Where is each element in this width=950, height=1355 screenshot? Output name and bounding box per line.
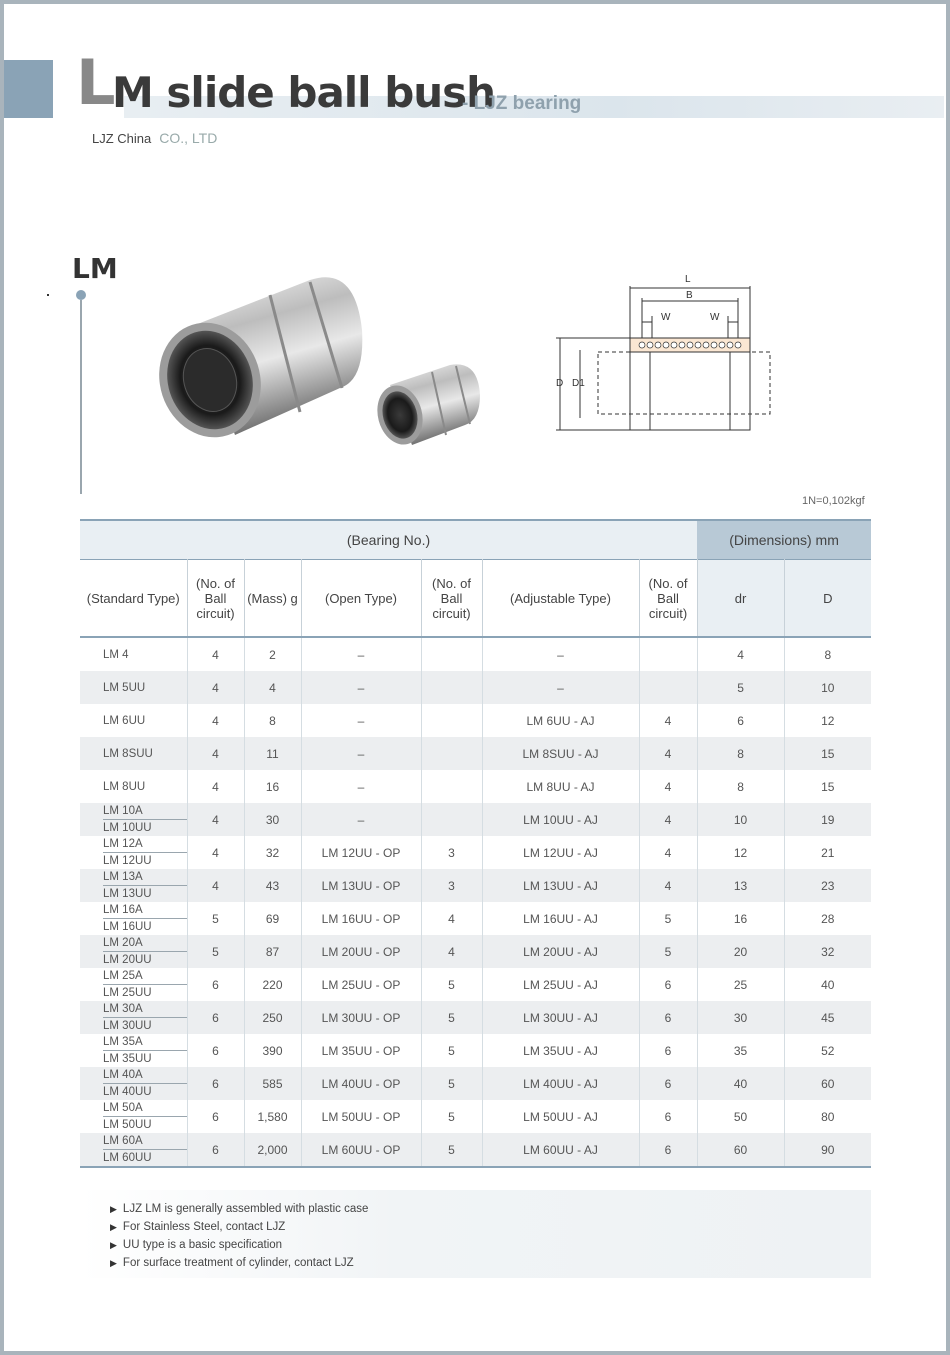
adj-ball-circuit-cell: 4 <box>639 737 697 770</box>
adjustable-type-cell: LM 30UU - AJ <box>482 1001 639 1034</box>
open-type-cell: – <box>301 704 421 737</box>
standard-type-cell <box>80 803 187 836</box>
note-item <box>110 1218 368 1236</box>
bullet-arrow-icon: ▶ <box>110 1240 117 1250</box>
adj-ball-circuit-cell: 6 <box>639 1034 697 1067</box>
label-D: D <box>556 378 564 389</box>
standard-type-label: LM 12UU <box>103 855 152 867</box>
adjustable-type-cell: LM 6UU - AJ <box>482 704 639 737</box>
standard-type-label: LM 4 <box>103 648 129 661</box>
D-cell: 15 <box>821 779 835 794</box>
adj-ball-circuit-cell: 6 <box>639 1067 697 1100</box>
open-ball-circuit-cell: 3 <box>421 836 482 869</box>
mass-cell: 390 <box>244 1034 301 1067</box>
mass-cell: 8 <box>244 704 301 737</box>
col-ball-circuit: (No. of Ball circuit) <box>187 560 244 638</box>
open-ball-circuit-cell: 3 <box>421 869 482 902</box>
standard-type-cell <box>80 968 187 1001</box>
product-photo <box>150 270 490 460</box>
open-type-cell: LM 25UU - OP <box>301 968 421 1001</box>
label-W-right: W <box>710 312 720 323</box>
open-type-cell: – <box>301 671 421 704</box>
D-cell: 8 <box>824 647 832 662</box>
standard-type-label: LM 40A <box>103 1067 187 1084</box>
dr-cell: 6 <box>697 704 784 737</box>
standard-type-cell <box>80 637 187 671</box>
adj-ball-circuit-cell: 6 <box>639 1133 697 1167</box>
col-dr: dr <box>697 560 784 638</box>
ball-circuit-cell: 5 <box>187 902 244 935</box>
standard-type-label: LM 30A <box>103 1001 187 1018</box>
standard-type-cell <box>80 869 187 902</box>
D-cell: 10 <box>784 671 871 704</box>
adjustable-type-cell: LM 10UU - AJ <box>482 803 639 836</box>
standard-type-label: LM 5UU <box>103 681 146 694</box>
table-row <box>80 737 871 770</box>
standard-type-label: LM 25A <box>103 968 187 985</box>
page-title: M slide ball bush <box>112 68 496 117</box>
dr-cell: 13 <box>697 869 784 902</box>
table-row <box>80 671 871 704</box>
standard-type-label: LM 10UU <box>103 822 152 834</box>
mass-cell: 2 <box>244 637 301 671</box>
standard-type-cell <box>80 770 187 803</box>
D-cell: 23 <box>784 869 871 902</box>
standard-type-label: LM 60UU <box>103 1152 152 1164</box>
table-body <box>80 637 871 1167</box>
D-cell: 52 <box>821 1043 835 1058</box>
col-adj-ball-circuit: (No. of Ball circuit) <box>639 560 697 638</box>
label-W-left: W <box>661 312 671 323</box>
adj-ball-circuit-cell <box>639 637 697 671</box>
open-type-cell: LM 16UU - OP <box>301 902 421 935</box>
open-type-cell: LM 13UU - OP <box>301 869 421 902</box>
open-ball-circuit-cell <box>421 704 482 737</box>
adj-ball-circuit-cell: 4 <box>639 704 697 737</box>
table-row <box>80 1100 871 1133</box>
open-type-cell: LM 35UU - OP <box>301 1034 421 1067</box>
open-ball-circuit-cell <box>421 770 482 803</box>
ball-circuit-cell: 4 <box>187 704 244 737</box>
standard-type-label: LM 25UU <box>103 987 152 999</box>
spec-table <box>80 519 871 1168</box>
standard-type-label: LM 35UU <box>103 1053 152 1065</box>
page-subtitle: - LJZ bearing <box>462 93 582 114</box>
col-open-type: (Open Type) <box>301 560 421 638</box>
col-mass: (Mass) g <box>244 560 301 638</box>
small-bush-image <box>371 364 480 449</box>
table-row <box>80 637 871 671</box>
mass-cell: 220 <box>244 968 301 1001</box>
ball-circuit-cell: 6 <box>187 1133 244 1167</box>
adj-ball-circuit-cell <box>639 671 697 704</box>
adj-ball-circuit-cell: 4 <box>639 836 697 869</box>
open-ball-circuit-cell <box>421 737 482 770</box>
open-ball-circuit-cell: 5 <box>421 968 482 1001</box>
notes-list <box>110 1200 368 1272</box>
open-ball-circuit-cell: 5 <box>421 1001 482 1034</box>
standard-type-label: LM 35A <box>103 1034 187 1051</box>
D-cell: 28 <box>821 911 835 926</box>
dr-cell: 50 <box>697 1100 784 1133</box>
note-item <box>110 1236 368 1254</box>
section-bullet <box>76 290 86 300</box>
adj-ball-circuit-cell: 6 <box>639 1001 697 1034</box>
adjustable-type-cell: LM 8UU - AJ <box>482 770 639 803</box>
table-row <box>80 770 871 803</box>
table-header-row <box>80 560 871 638</box>
standard-type-cell <box>80 1067 187 1100</box>
standard-type-cell <box>80 836 187 869</box>
adjustable-type-cell: LM 35UU - AJ <box>482 1034 639 1067</box>
table-row <box>80 704 871 737</box>
bullet-arrow-icon: ▶ <box>110 1204 117 1214</box>
D-cell: 80 <box>821 1109 835 1124</box>
ball-circuit-cell: 4 <box>187 737 244 770</box>
table-row <box>80 1133 871 1167</box>
dr-cell: 4 <box>697 637 784 671</box>
label-L: L <box>685 274 691 285</box>
col-D: D <box>784 560 871 638</box>
standard-type-cell <box>80 1001 187 1034</box>
standard-type-label: LM 16UU <box>103 921 152 933</box>
adj-ball-circuit-cell: 5 <box>639 935 697 968</box>
dr-cell: 35 <box>697 1034 784 1067</box>
D-cell: 12 <box>821 713 835 728</box>
dimension-drawing <box>550 268 800 440</box>
adj-ball-circuit-cell: 4 <box>639 770 697 803</box>
standard-type-cell <box>80 671 187 704</box>
dr-cell: 60 <box>697 1133 784 1167</box>
note-text: For Stainless Steel, contact LJZ <box>122 1221 286 1233</box>
adjustable-type-cell: LM 16UU - AJ <box>482 902 639 935</box>
mass-cell: 43 <box>244 869 301 902</box>
mass-cell: 585 <box>244 1067 301 1100</box>
dr-cell: 25 <box>697 968 784 1001</box>
dr-cell: 10 <box>697 803 784 836</box>
note-item <box>110 1254 368 1272</box>
open-ball-circuit-cell: 5 <box>421 1067 482 1100</box>
standard-type-label: LM 50UU <box>103 1119 152 1131</box>
D-cell: 15 <box>784 737 871 770</box>
ball-circuit-cell: 4 <box>187 671 244 704</box>
bullet-arrow-icon: ▶ <box>110 1222 117 1232</box>
mass-cell: 1,580 <box>244 1100 301 1133</box>
ball-circuit-cell: 5 <box>187 935 244 968</box>
mass-cell: 32 <box>244 836 301 869</box>
standard-type-cell <box>80 902 187 935</box>
group-dimensions: (Dimensions) mm <box>697 520 871 560</box>
open-ball-circuit-cell <box>421 671 482 704</box>
dr-cell: 20 <box>697 935 784 968</box>
mass-cell: 11 <box>244 737 301 770</box>
open-type-cell: LM 60UU - OP <box>301 1133 421 1167</box>
dr-cell: 12 <box>697 836 784 869</box>
open-ball-circuit-cell: 4 <box>421 902 482 935</box>
mass-cell: 30 <box>244 803 301 836</box>
standard-type-cell <box>80 935 187 968</box>
dr-cell: 40 <box>697 1067 784 1100</box>
adjustable-type-cell: LM 60UU - AJ <box>482 1133 639 1167</box>
D-cell: 45 <box>784 1001 871 1034</box>
note-text: LJZ LM is generally assembled with plastic case <box>122 1203 369 1215</box>
adjustable-type-cell: LM 13UU - AJ <box>482 869 639 902</box>
col-open-ball-circuit: (No. of Ball circuit) <box>421 560 482 638</box>
bullet-arrow-icon: ▶ <box>110 1258 117 1268</box>
open-type-cell: – <box>301 737 421 770</box>
D-cell: 32 <box>784 935 871 968</box>
standard-type-label: LM 13A <box>103 869 187 886</box>
standard-type-label: LM 40UU <box>103 1086 152 1098</box>
table-row <box>80 935 871 968</box>
standard-type-label: LM 20A <box>103 935 187 952</box>
standard-type-cell <box>80 737 187 770</box>
title-initial: L <box>76 46 114 119</box>
table-row <box>80 902 871 935</box>
ball-circuit-cell: 6 <box>187 968 244 1001</box>
standard-type-cell <box>80 704 187 737</box>
table-row <box>80 1001 871 1034</box>
adj-ball-circuit-cell: 6 <box>639 968 697 1001</box>
standard-type-cell <box>80 1133 187 1167</box>
open-ball-circuit-cell: 5 <box>421 1133 482 1167</box>
open-type-cell: LM 40UU - OP <box>301 1067 421 1100</box>
standard-type-label: LM 60A <box>103 1133 187 1150</box>
table-row <box>80 1067 871 1100</box>
adj-ball-circuit-cell: 5 <box>639 902 697 935</box>
adjustable-type-cell: LM 8SUU - AJ <box>482 737 639 770</box>
D-cell: 19 <box>784 803 871 836</box>
note-item <box>110 1200 368 1218</box>
col-standard-type: (Standard Type) <box>80 560 187 638</box>
open-type-cell: – <box>301 803 421 836</box>
table-row <box>80 803 871 836</box>
note-text: For surface treatment of cylinder, contact LJZ <box>122 1257 354 1269</box>
ball-circuit-cell: 4 <box>187 803 244 836</box>
mass-cell: 250 <box>244 1001 301 1034</box>
dr-cell: 8 <box>697 770 784 803</box>
section-divider <box>80 300 82 494</box>
open-type-cell: LM 50UU - OP <box>301 1100 421 1133</box>
mass-cell: 69 <box>244 902 301 935</box>
open-type-cell: LM 30UU - OP <box>301 1001 421 1034</box>
open-type-cell: LM 20UU - OP <box>301 935 421 968</box>
open-type-cell: – <box>301 637 421 671</box>
ball-circuit-cell: 4 <box>187 770 244 803</box>
note-text: UU type is a basic specification <box>122 1239 283 1251</box>
standard-type-label: LM 16A <box>103 902 187 919</box>
section-title: LM <box>72 252 118 285</box>
adjustable-type-cell: LM 25UU - AJ <box>482 968 639 1001</box>
open-ball-circuit-cell: 5 <box>421 1100 482 1133</box>
open-ball-circuit-cell: 5 <box>421 1034 482 1067</box>
ball-circuit-cell: 6 <box>187 1067 244 1100</box>
adj-ball-circuit-cell: 6 <box>639 1100 697 1133</box>
large-bush-image <box>150 277 362 450</box>
stray-dot <box>47 294 49 296</box>
table-group-row <box>80 520 871 560</box>
adjustable-type-cell: LM 20UU - AJ <box>482 935 639 968</box>
standard-type-label: LM 8UU <box>103 780 146 793</box>
standard-type-label: LM 6UU <box>103 714 146 727</box>
label-D1: D1 <box>572 378 585 389</box>
company-name <box>92 130 217 146</box>
ball-circuit-cell: 4 <box>187 637 244 671</box>
mass-cell: 87 <box>244 935 301 968</box>
label-B: B <box>686 290 693 301</box>
adjustable-type-cell: LM 12UU - AJ <box>482 836 639 869</box>
standard-type-label: LM 12A <box>103 836 187 853</box>
standard-type-label: LM 13UU <box>103 888 152 900</box>
adj-ball-circuit-cell: 4 <box>639 869 697 902</box>
D-cell: 60 <box>784 1067 871 1100</box>
dr-cell: 16 <box>697 902 784 935</box>
open-ball-circuit-cell: 4 <box>421 935 482 968</box>
standard-type-cell <box>80 1100 187 1133</box>
open-ball-circuit-cell <box>421 803 482 836</box>
D-cell: 40 <box>821 977 835 992</box>
standard-type-label: LM 8SUU <box>103 747 153 760</box>
open-type-cell: – <box>301 770 421 803</box>
standard-type-label: LM 10A <box>103 803 187 820</box>
ball-circuit-cell: 6 <box>187 1034 244 1067</box>
dr-cell: 5 <box>697 671 784 704</box>
ball-circuit-cell: 6 <box>187 1001 244 1034</box>
adjustable-type-cell: – <box>482 671 639 704</box>
open-ball-circuit-cell <box>421 637 482 671</box>
conversion-note: 1N=0,102kgf <box>802 495 865 507</box>
D-cell: 21 <box>821 845 835 860</box>
table-row <box>80 869 871 902</box>
table-row <box>80 968 871 1001</box>
standard-type-label: LM 30UU <box>103 1020 152 1032</box>
mass-cell: 4 <box>244 671 301 704</box>
open-type-cell: LM 12UU - OP <box>301 836 421 869</box>
mass-cell: 16 <box>244 770 301 803</box>
company-suffix: CO., LTD <box>159 130 218 146</box>
company-label: LJZ China <box>92 131 152 146</box>
col-adjustable-type: (Adjustable Type) <box>482 560 639 638</box>
adjustable-type-cell: – <box>482 637 639 671</box>
header-accent-block <box>4 60 53 118</box>
table-row <box>80 836 871 869</box>
dr-cell: 8 <box>697 737 784 770</box>
ball-circuit-cell: 6 <box>187 1100 244 1133</box>
dr-cell: 30 <box>697 1001 784 1034</box>
ball-circuit-cell: 4 <box>187 836 244 869</box>
standard-type-label: LM 20UU <box>103 954 152 966</box>
adj-ball-circuit-cell: 4 <box>639 803 697 836</box>
mass-cell: 2,000 <box>244 1133 301 1167</box>
group-bearing: (Bearing No.) <box>80 520 697 560</box>
standard-type-label: LM 50A <box>103 1100 187 1117</box>
standard-type-cell <box>80 1034 187 1067</box>
adjustable-type-cell: LM 50UU - AJ <box>482 1100 639 1133</box>
adjustable-type-cell: LM 40UU - AJ <box>482 1067 639 1100</box>
ball-circuit-cell: 4 <box>187 869 244 902</box>
table-row <box>80 1034 871 1067</box>
D-cell: 90 <box>784 1133 871 1167</box>
